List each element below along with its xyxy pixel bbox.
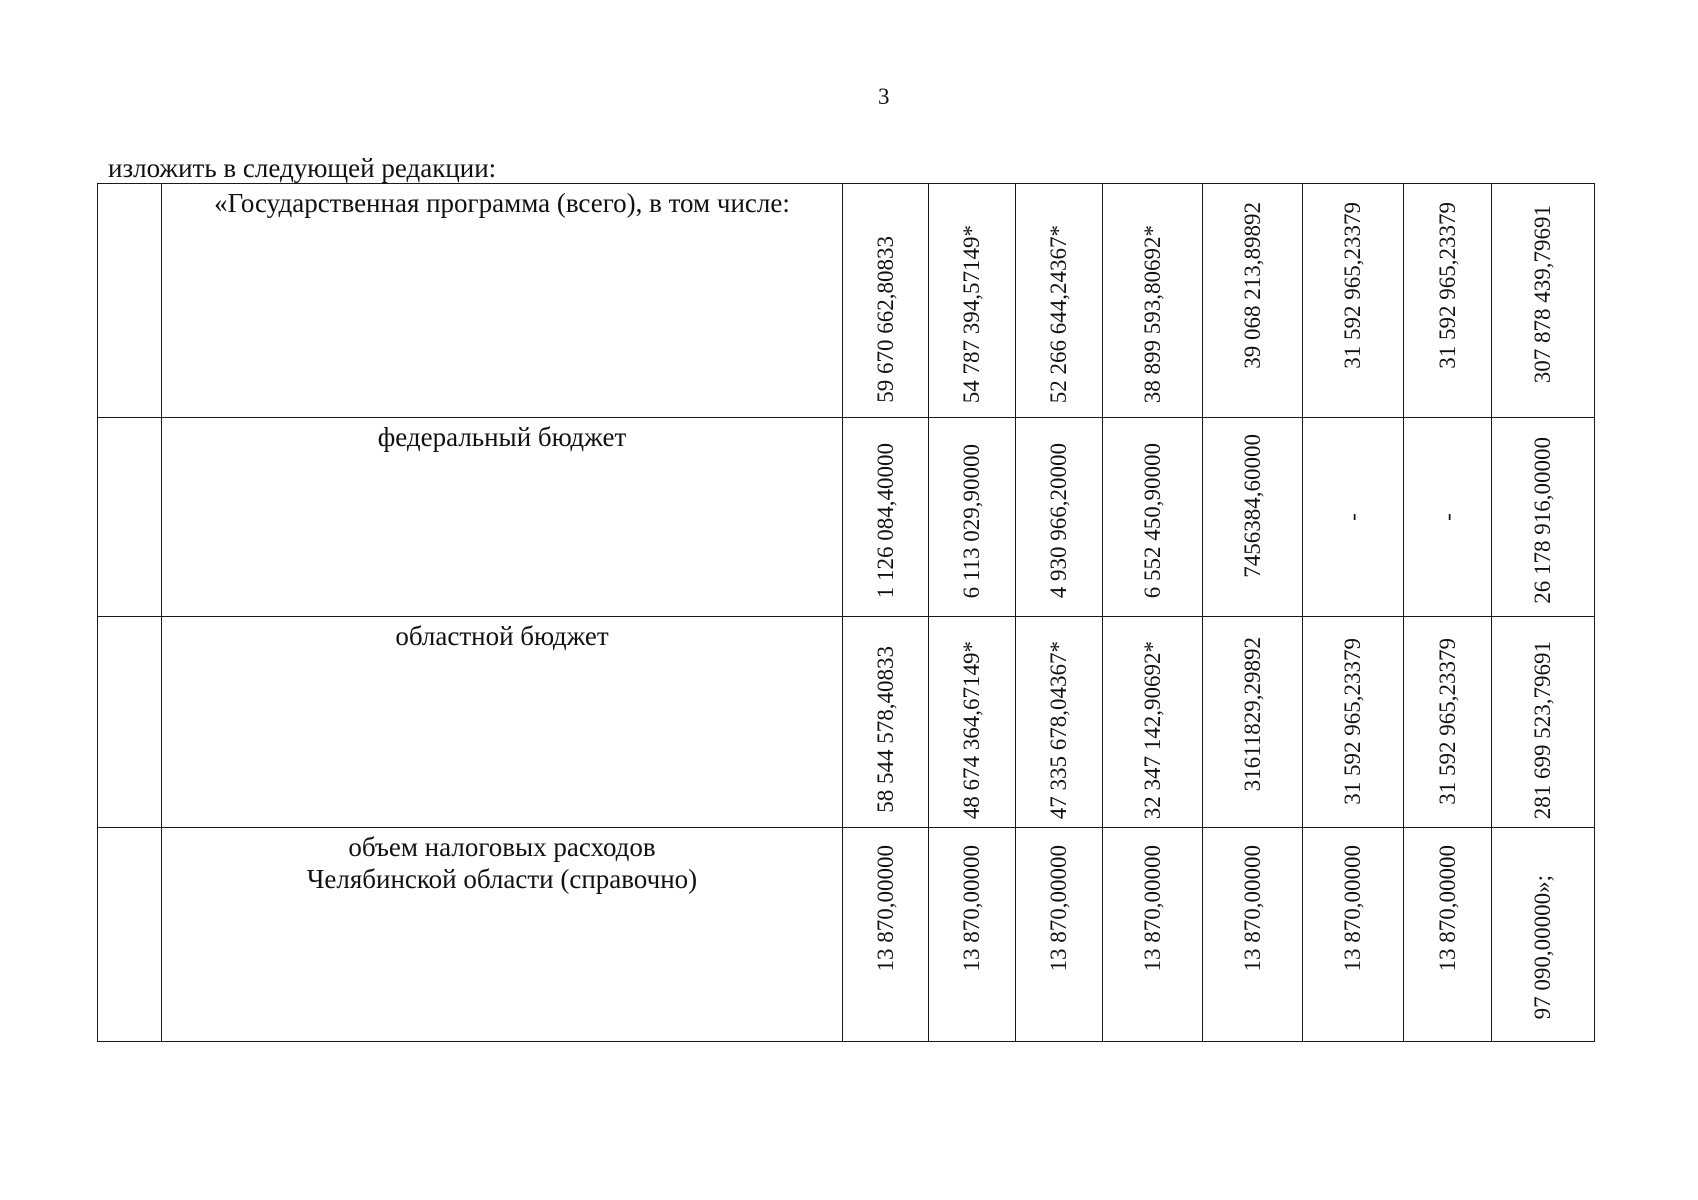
cell-value: 6 113 029,90000 (959, 443, 984, 598)
value-cell (929, 828, 1016, 1042)
value-cell (1404, 617, 1492, 828)
row-name: областной бюджет (395, 621, 609, 651)
cell-value: 52 266 644,24367* (1046, 224, 1071, 403)
cell-value: 58 544 578,40833 (872, 646, 898, 813)
budget-table (97, 183, 1595, 1042)
value-cell (1203, 828, 1303, 1042)
cell-value: 13 870,00000 (959, 844, 984, 971)
value-cell (1016, 828, 1103, 1042)
row-name-cell (162, 184, 843, 418)
cell-value: 38 899 593,80692* (1139, 224, 1165, 403)
value-cell (1016, 617, 1103, 828)
row-name: федеральный бюджет (377, 422, 627, 452)
cell-value: 32 347 142,90692* (1139, 640, 1165, 819)
value-cell (1203, 184, 1303, 418)
value-cell (1303, 828, 1404, 1042)
value-cell (1404, 418, 1492, 617)
cell-value: 31611829,29892 (1239, 636, 1265, 791)
intro-text: изложить в следующей редакции: (108, 153, 497, 183)
cell-value: 59 670 662,80833 (872, 236, 898, 403)
value-cell (1492, 828, 1595, 1042)
cell-value: 48 674 364,67149* (959, 640, 984, 819)
value-cell (843, 828, 929, 1042)
cell-value: 97 090,00000»; (1530, 874, 1555, 1019)
value-cell (929, 617, 1016, 828)
row-number-cell (98, 418, 162, 617)
value-cell (1492, 418, 1595, 617)
cell-value: 13 870,00000 (1139, 844, 1165, 971)
table-row-program-total (98, 184, 1595, 418)
cell-value: - (1340, 513, 1365, 521)
table-row-federal-budget (98, 418, 1595, 617)
value-cell (1103, 184, 1203, 418)
cell-value: 47 335 678,04367* (1046, 640, 1071, 819)
cell-value: - (1434, 513, 1460, 521)
value-cell (1016, 418, 1103, 617)
row-name-cell (162, 418, 843, 617)
cell-value: 4 930 966,20000 (1046, 442, 1071, 598)
value-cell (1492, 184, 1595, 418)
cell-value: 31 592 965,23379 (1340, 638, 1365, 805)
cell-value: 13 870,00000 (1046, 844, 1071, 971)
value-cell (1404, 828, 1492, 1042)
cell-value: 31 592 965,23379 (1340, 202, 1365, 369)
cell-value: 26 178 916,00000 (1530, 437, 1555, 604)
cell-value: 54 787 394,57149* (959, 224, 984, 403)
value-cell (929, 418, 1016, 617)
row-name-cell (162, 828, 843, 1042)
value-cell (1016, 184, 1103, 418)
cell-value: 13 870,00000 (872, 844, 898, 971)
value-cell (1103, 418, 1203, 617)
value-cell (1303, 617, 1404, 828)
cell-value: 13 870,00000 (1239, 844, 1265, 971)
row-name: «Государственная программа (всего), в том числе: (214, 188, 790, 218)
cell-value: 6 552 450,90000 (1139, 442, 1165, 598)
cell-value: 31 592 965,23379 (1434, 202, 1460, 369)
value-cell (1303, 184, 1404, 418)
value-cell (1404, 184, 1492, 418)
row-name: объем налоговых расходов Челябинской области (справочно) (306, 832, 698, 894)
value-cell (1303, 418, 1404, 617)
value-cell (843, 418, 929, 617)
row-number-cell (98, 184, 162, 418)
value-cell (843, 617, 929, 828)
row-number-cell (98, 617, 162, 828)
cell-value: 7456384,60000 (1239, 434, 1265, 578)
cell-value: 13 870,00000 (1340, 844, 1365, 971)
row-name-cell (162, 617, 843, 828)
value-cell (929, 184, 1016, 418)
value-cell (1103, 617, 1203, 828)
table-row-regional-budget (98, 617, 1595, 828)
value-cell (1203, 418, 1303, 617)
page-number: 3 (878, 84, 890, 109)
value-cell (1103, 828, 1203, 1042)
row-number-cell (98, 828, 162, 1042)
cell-value: 31 592 965,23379 (1434, 638, 1460, 805)
value-cell (843, 184, 929, 418)
value-cell (1492, 617, 1595, 828)
cell-value: 307 878 439,79691 (1530, 204, 1555, 383)
cell-value: 1 126 084,40000 (872, 442, 898, 598)
cell-value: 13 870,00000 (1434, 844, 1460, 971)
value-cell (1203, 617, 1303, 828)
cell-value: 39 068 213,89892 (1239, 202, 1265, 369)
cell-value: 281 699 523,79691 (1530, 640, 1555, 819)
table-row-tax-expenditures (98, 828, 1595, 1042)
